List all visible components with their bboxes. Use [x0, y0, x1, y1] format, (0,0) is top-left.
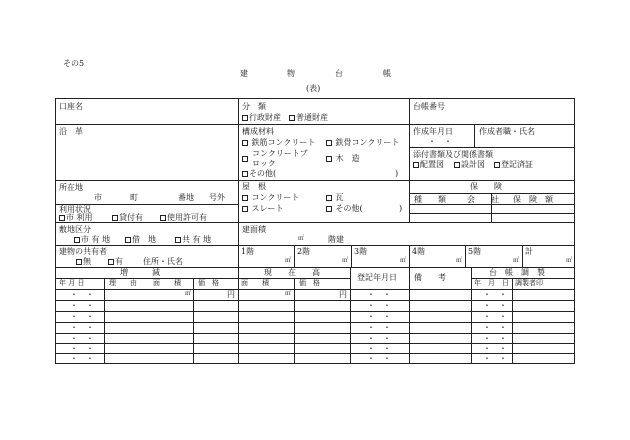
row-reg-dots: ・ ・	[367, 354, 391, 363]
row-date-dots: ・ ・	[70, 334, 94, 343]
material-rc[interactable]	[242, 139, 315, 147]
option-label: 配置図	[420, 160, 444, 169]
checkbox[interactable]	[74, 237, 80, 243]
option-label: 有	[115, 257, 123, 266]
floor-2-label: 2階	[297, 247, 311, 256]
option-label: 無	[83, 257, 91, 266]
usage-lease[interactable]	[112, 214, 143, 222]
materials-label: 構成材料	[242, 127, 274, 136]
sqm-unit-5: ㎡	[513, 257, 520, 264]
ledger-number-label: 台帳番号	[413, 102, 445, 111]
roof-other-close: )	[399, 204, 403, 213]
title-char-3: 台	[335, 69, 343, 78]
creator-label: 作成者職・氏名	[479, 127, 535, 136]
rule	[350, 267, 351, 363]
option-label: 市 有 地	[81, 235, 111, 244]
option-label: 貸付有	[119, 213, 143, 222]
checkbox[interactable]	[413, 162, 419, 168]
checkbox[interactable]	[326, 140, 332, 146]
col-area-dec: 面 積	[153, 279, 181, 287]
row-reg-dots: ・ ・	[367, 290, 391, 299]
rule	[409, 147, 575, 148]
attach-layout[interactable]	[413, 161, 444, 169]
rule	[409, 213, 575, 214]
option-label: 鉄筋コンクリート	[251, 138, 316, 147]
row-date-dots: ・ ・	[70, 290, 94, 299]
material-src[interactable]	[326, 139, 399, 147]
checkbox[interactable]	[326, 195, 332, 201]
col-price-dec: 価 格	[198, 279, 219, 287]
col-date: 年 月 日	[59, 279, 85, 287]
option-label: 登記済証	[501, 160, 533, 169]
site-label: 敷地区分	[59, 225, 91, 234]
rule	[55, 124, 575, 125]
rule	[409, 204, 575, 205]
checkbox[interactable]	[289, 115, 295, 121]
rule	[55, 180, 575, 181]
material-block[interactable]	[242, 155, 249, 163]
col-reason: 理 由	[109, 279, 137, 287]
option-label: その他(	[249, 169, 277, 178]
row-ledger-dots: ・ ・	[483, 354, 507, 363]
checkbox[interactable]	[242, 140, 248, 146]
site-leased[interactable]	[125, 236, 156, 244]
class-option-general[interactable]	[289, 114, 328, 122]
class-option-admin[interactable]	[242, 114, 281, 122]
rule	[351, 245, 352, 267]
row-date-dots: ・ ・	[70, 323, 94, 332]
col-ledger-date: 年 月 日	[474, 279, 509, 287]
rule	[409, 245, 410, 267]
created-date-label: 作成年月日	[413, 127, 453, 136]
rule	[474, 124, 475, 147]
co-owner-address: 住所・氏名	[143, 257, 183, 266]
insurance-label: 保 険	[470, 182, 502, 191]
roof-tile[interactable]	[326, 194, 344, 202]
option-label: コンクリート	[251, 193, 300, 202]
option-label: 使用許可有	[167, 213, 207, 222]
checkbox[interactable]	[76, 259, 82, 265]
title-char-2: 物	[287, 69, 295, 78]
material-wood[interactable]	[326, 155, 360, 163]
registry-date-header: 登記年月日	[357, 273, 397, 282]
rule	[512, 278, 513, 363]
usage-permit[interactable]	[160, 214, 207, 222]
insurance-type-header: 種 類	[414, 195, 446, 204]
option-label: 瓦	[335, 193, 344, 202]
checkbox[interactable]	[326, 156, 332, 162]
checkbox[interactable]	[125, 237, 131, 243]
location-label: 所在地	[59, 183, 83, 192]
unit-yen-cur: 円	[339, 290, 347, 299]
co-owner-yes[interactable]	[108, 258, 123, 266]
usage-city[interactable]	[59, 214, 93, 222]
insurance-company-header: 会 社	[467, 195, 499, 204]
checkbox[interactable]	[494, 162, 500, 168]
checkbox[interactable]	[242, 206, 248, 212]
current-header: 現 在 高	[264, 268, 320, 277]
area-label: 建面積	[242, 225, 266, 234]
row-reg-dots: ・ ・	[367, 301, 391, 310]
row-ledger-dots: ・ ・	[483, 301, 507, 310]
rule	[193, 278, 194, 363]
location-house: 号外	[209, 193, 225, 202]
co-owner-none[interactable]	[76, 258, 91, 266]
col-price-cur: 価 格	[299, 279, 320, 287]
option-label: 普通財産	[296, 113, 328, 122]
floor-3-label: 3階	[354, 247, 368, 256]
attachments-label: 添付書類及び関係書類	[413, 150, 493, 159]
classification-label: 分 類	[242, 102, 266, 111]
checkbox[interactable]	[242, 115, 248, 121]
material-block-line1: コンクリートブ	[252, 149, 308, 158]
row-date-dots: ・ ・	[70, 312, 94, 321]
usage-label: 利用状況	[59, 205, 91, 214]
material-other[interactable]	[242, 170, 276, 178]
checkbox[interactable]	[59, 215, 65, 221]
checkbox[interactable]	[175, 237, 181, 243]
floor-total-label: 計	[525, 247, 533, 256]
unit-sqm-dec: ㎡	[185, 290, 192, 297]
site-shared[interactable]	[175, 236, 211, 244]
option-label: その他(	[335, 204, 363, 213]
rule	[55, 245, 575, 246]
row-date-dots: ・ ・	[70, 301, 94, 310]
checkbox[interactable]	[242, 195, 248, 201]
row-reg-dots: ・ ・	[367, 312, 391, 321]
page-number: その5	[63, 59, 85, 68]
account-name-label: 口座名	[59, 102, 83, 111]
insurance-amount-header: 保 険 額	[513, 195, 553, 204]
rule	[409, 98, 410, 222]
location-city: 市	[94, 193, 102, 202]
location-lot: 番地	[178, 193, 194, 202]
unit-yen-dec: 円	[227, 290, 235, 299]
option-label: 共 有 地	[182, 235, 212, 244]
title-char-4: 帳	[383, 69, 391, 78]
row-ledger-dots: ・ ・	[483, 290, 507, 299]
floor-1-label: 1階	[241, 247, 255, 256]
ledger-prep-header: 台 帳 調 製	[489, 268, 545, 277]
sqm-unit-total: ㎡	[566, 257, 573, 264]
area-unit: ㎡	[298, 235, 305, 242]
attach-design[interactable]	[454, 161, 485, 169]
created-date-value: ・ ・	[428, 137, 452, 146]
row-ledger-dots: ・ ・	[483, 334, 507, 343]
subtitle: (表)	[306, 84, 321, 93]
material-other-close: )	[395, 169, 399, 178]
rule	[104, 278, 105, 363]
unit-sqm-cur: ㎡	[285, 290, 292, 297]
frame-bottom	[55, 363, 575, 364]
material-block-line2: ロック	[252, 159, 276, 168]
option-label: スレート	[251, 204, 284, 213]
roof-slate[interactable]	[242, 205, 284, 213]
option-label: 木 造	[335, 154, 360, 163]
rule	[55, 222, 575, 223]
checkbox[interactable]	[242, 156, 248, 162]
title-char-1: 建	[240, 69, 248, 78]
row-date-dots: ・ ・	[70, 344, 94, 353]
checkbox[interactable]	[454, 162, 460, 168]
rule	[294, 245, 295, 267]
sqm-unit-4: ㎡	[456, 257, 463, 264]
frame-left	[55, 98, 56, 364]
inc-dec-header: 増 減	[120, 268, 160, 277]
row-reg-dots: ・ ・	[367, 344, 391, 353]
floors-label: 階建	[328, 235, 344, 244]
rule	[238, 98, 239, 267]
site-city[interactable]	[74, 236, 110, 244]
row-reg-dots: ・ ・	[367, 323, 391, 332]
sqm-unit-1: ㎡	[285, 257, 292, 264]
col-area-cur: 面 積	[241, 279, 269, 287]
checkbox[interactable]	[160, 215, 166, 221]
frame-top	[55, 98, 575, 99]
option-label: 借 地	[132, 235, 156, 244]
row-date-dots: ・ ・	[70, 354, 94, 363]
option-label: 行政財産	[249, 113, 281, 122]
checkbox[interactable]	[112, 215, 118, 221]
sqm-unit-3: ㎡	[400, 257, 407, 264]
roof-label: 屋 根	[242, 182, 266, 191]
rule	[238, 267, 239, 363]
checkbox[interactable]	[326, 206, 332, 212]
row-reg-dots: ・ ・	[367, 334, 391, 343]
col-preparer-seal: 調製者印	[515, 279, 543, 287]
remarks-header: 備 考	[414, 273, 446, 282]
row-ledger-dots: ・ ・	[483, 344, 507, 353]
location-town: 町	[130, 193, 138, 202]
floor-4-label: 4階	[412, 247, 426, 256]
row-ledger-dots: ・ ・	[483, 312, 507, 321]
checkbox[interactable]	[242, 171, 248, 177]
floor-5-label: 5階	[468, 247, 482, 256]
option-label: 設計図	[461, 160, 485, 169]
checkbox[interactable]	[108, 259, 114, 265]
row-ledger-dots: ・ ・	[483, 323, 507, 332]
history-label: 沿 革	[59, 127, 83, 136]
sqm-unit-2: ㎡	[342, 257, 349, 264]
roof-other[interactable]	[326, 205, 363, 213]
rule	[294, 278, 295, 363]
rule	[409, 267, 410, 363]
option-label: 市 利用	[66, 213, 93, 222]
roof-concrete[interactable]	[242, 194, 299, 202]
attach-registry[interactable]	[494, 161, 533, 169]
rule	[471, 267, 472, 363]
co-owner-label: 建物の共有者	[59, 247, 107, 256]
frame-right	[574, 98, 575, 364]
rule	[409, 193, 575, 194]
option-label: 鉄骨コンクリート	[335, 138, 400, 147]
rule	[522, 245, 523, 267]
rule	[465, 245, 466, 267]
